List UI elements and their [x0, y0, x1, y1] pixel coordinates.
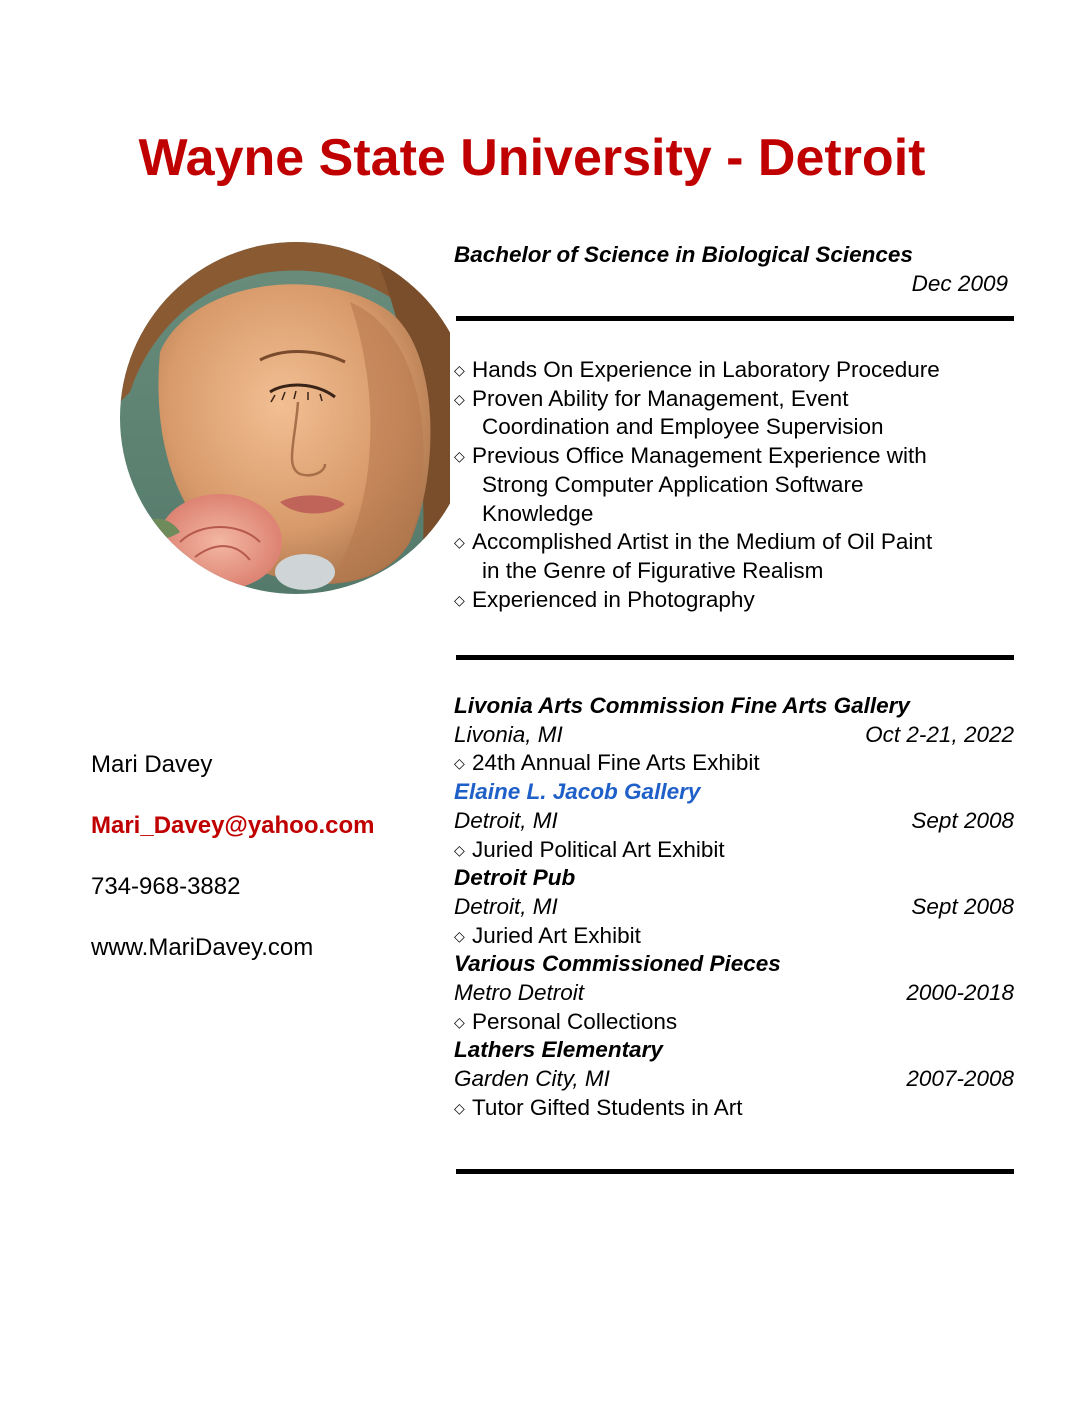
experience-location: Detroit, MI — [454, 807, 558, 833]
diamond-bullet-icon: ◇ — [454, 390, 465, 407]
experience-entry — [454, 692, 1014, 778]
diamond-bullet-icon: ◇ — [454, 362, 465, 378]
diamond-bullet-icon: ◇ — [454, 755, 465, 772]
contact-name: Mari Davey — [91, 751, 213, 778]
experience-title[interactable]: Elaine L. Jacob Gallery — [454, 779, 701, 805]
skill-text: Hands On Experience in Laboratory Procedure — [472, 357, 940, 382]
degree-date: Dec 2009 — [911, 271, 1008, 296]
diamond-bullet-icon: ◇ — [454, 1099, 465, 1116]
experience-entry — [454, 778, 1014, 864]
divider-rule — [456, 1169, 1014, 1174]
experience-title: Detroit Pub — [454, 865, 576, 891]
diamond-bullet-icon: ◇ — [454, 1013, 465, 1030]
skill-text: Proven Ability for Management, Event — [472, 385, 849, 411]
diamond-bullet-icon: ◇ — [454, 927, 465, 944]
list-item — [454, 442, 1014, 528]
experience-detail: Juried Art Exhibit — [472, 922, 641, 948]
diamond-bullet-icon: ◇ — [454, 534, 465, 551]
experience-date: 2000-2018 — [906, 980, 1014, 1006]
experience-title: Lathers Elementary — [454, 1037, 663, 1063]
diamond-bullet-icon: ◇ — [454, 591, 465, 608]
skill-text-continued: Coordination and Employee Supervision — [482, 414, 884, 440]
experience-date: Sept 2008 — [911, 893, 1014, 919]
portrait-painting — [120, 242, 450, 594]
experience-entry — [454, 864, 1014, 950]
experience-detail: Personal Collections — [472, 1008, 678, 1034]
website-link[interactable]: www.MariDavey.com — [91, 934, 314, 961]
skill-text-continued: Strong Computer Application Software — [482, 471, 864, 497]
list-item — [454, 356, 1014, 385]
experience-entry — [454, 950, 1014, 1036]
experience-location: Detroit, MI — [454, 893, 558, 919]
experience-date: Oct 2-21, 2022 — [865, 721, 1014, 747]
phone-number: 734-968-3882 — [91, 873, 241, 900]
skill-text: Accomplished Artist in the Medium of Oil Paint — [472, 529, 933, 555]
education-section — [454, 240, 1014, 298]
experience-title: Livonia Arts Commission Fine Arts Gallery — [454, 693, 910, 718]
skill-text-continued: in the Genre of Figurative Realism — [482, 557, 824, 583]
experience-location: Metro Detroit — [454, 980, 585, 1006]
experience-title: Various Commissioned Pieces — [454, 951, 781, 977]
diamond-bullet-icon: ◇ — [454, 448, 465, 465]
experience-detail: 24th Annual Fine Arts Exhibit — [472, 750, 760, 776]
divider-rule — [456, 655, 1014, 660]
list-item — [454, 385, 1014, 442]
list-item — [454, 586, 1014, 615]
skills-list — [454, 356, 1014, 614]
experience-location: Livonia, MI — [454, 721, 563, 747]
skill-text: Experienced in Photography — [472, 586, 755, 612]
experience-date: 2007-2008 — [906, 1066, 1014, 1092]
skill-text: Previous Office Management Experience with — [472, 443, 927, 469]
experience-section — [454, 692, 1014, 1123]
list-item — [454, 528, 1014, 585]
contact-block — [91, 748, 375, 992]
experience-location: Garden City, MI — [454, 1066, 610, 1092]
divider-rule — [456, 316, 1014, 321]
experience-entry — [454, 1036, 1014, 1122]
experience-date: Sept 2008 — [911, 807, 1014, 833]
skill-text-continued: Knowledge — [482, 500, 594, 526]
email-link[interactable]: Mari_Davey@yahoo.com — [91, 812, 375, 839]
diamond-bullet-icon: ◇ — [454, 841, 465, 858]
page-title: Wayne State University - Detroit — [138, 129, 926, 187]
experience-detail: Tutor Gifted Students in Art — [472, 1094, 743, 1120]
degree-title: Bachelor of Science in Biological Sciences — [454, 242, 913, 267]
experience-detail: Juried Political Art Exhibit — [472, 836, 725, 862]
